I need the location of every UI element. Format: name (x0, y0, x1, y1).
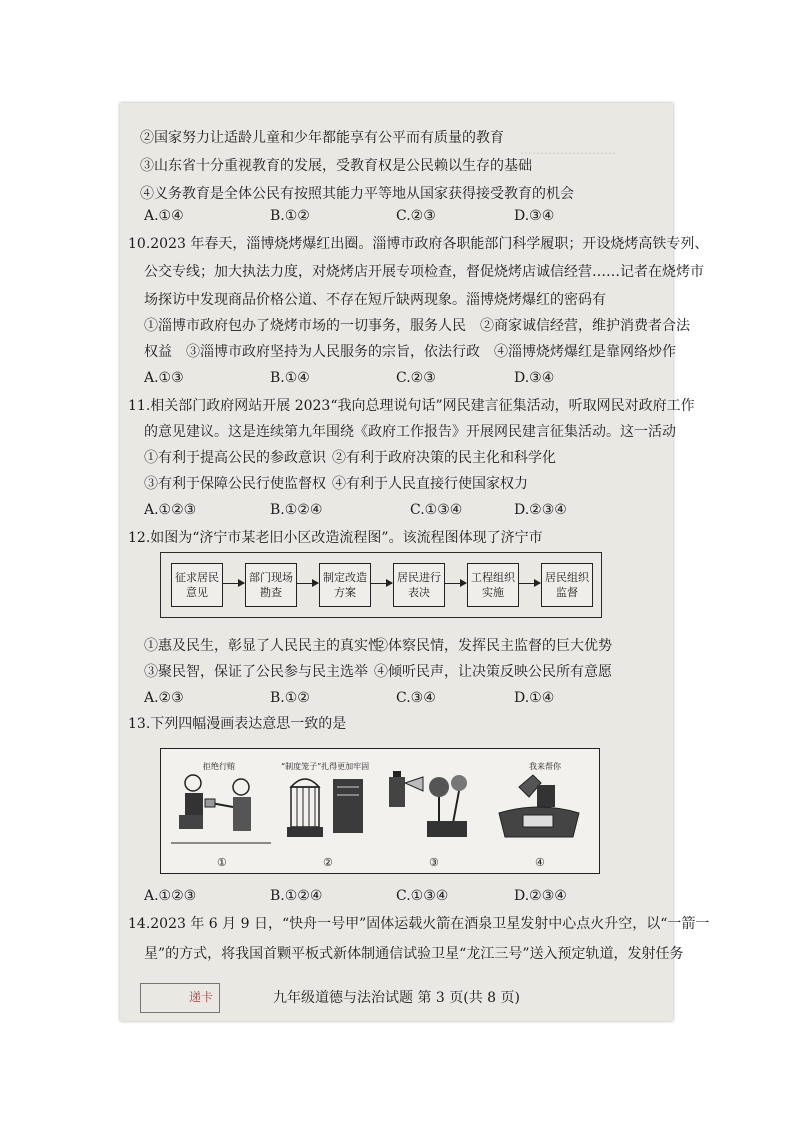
answer-choice: D.②③④ (514, 888, 567, 904)
bleed-through: …………………… (520, 143, 616, 157)
flow-arrow (445, 583, 466, 584)
question-text: 的意见建议。这是连续第九年围绕《政府工作报告》开展网民建言征集活动。这一活动 (144, 424, 676, 440)
question-14: 14.2023 年 6 月 9 日，“快舟一号甲”固体运载火箭在酒泉卫星发射中心点火升空，以“一箭一 (128, 916, 710, 932)
option-line: ①淄博市政府包办了烧烤市场的一切事务，服务人民 ②商家诚信经营，维护消费者合法 (144, 318, 690, 334)
answer-choice: C.②③ (396, 370, 436, 386)
question-10: 10.2023 年春天，淄博烧烤爆红出圈。淄博市政府各职能部门科学履职；开设烧烤高铁专列、 (128, 236, 709, 252)
option-line: ④有利于人民直接行使国家权力 (332, 476, 528, 492)
option-line: 权益 ③淄博市政府坚持为人民服务的宗旨，依法行政 ④淄博烧烤爆红是靠网络炒作 (144, 344, 676, 360)
option-line: ②有利于政府决策的民主化和科学化 (332, 450, 556, 466)
cartoon-1 (171, 757, 271, 869)
answer-choice: D.③④ (514, 208, 555, 224)
cartoon-number: ① (217, 856, 227, 869)
cartoon-number: ② (323, 856, 333, 869)
cartoon-caption: 我来帮你 (529, 762, 561, 771)
option-line: ①惠及民生，彰显了人民民主的真实性 (144, 638, 382, 654)
answer-choice: B.①④ (270, 370, 310, 386)
cartoon-panel (160, 748, 600, 874)
answer-choice: A.①②③ (144, 502, 197, 518)
answer-choice: D.①④ (514, 690, 555, 706)
cartoon-caption: “制度笼子”扎得更加牢固 (281, 762, 370, 771)
answer-choice: A.①③ (144, 370, 184, 386)
flow-arrow (223, 583, 244, 584)
answer-choice: C.②③ (396, 208, 436, 224)
question-13: 13.下列四幅漫画表达意思一致的是 (128, 716, 347, 732)
answer-choice: C.①③④ (410, 502, 463, 518)
option-line: ④倾听民声，让决策反映公民所有意愿 (374, 664, 612, 680)
option-line: ③山东省十分重视教育的发展，受教育权是公民赖以生存的基础 (140, 158, 532, 174)
answer-choice: A.①④ (144, 208, 184, 224)
option-line: ③聚民智，保证了公民参与民主选举 (144, 664, 368, 680)
question-12: 12.如图为“济宁市某老旧小区改造流程图”。该流程图体现了济宁市 (128, 530, 543, 546)
option-line: ②体察民情，发挥民主监督的巨大优势 (374, 638, 612, 654)
answer-choice: D.②③④ (514, 502, 567, 518)
cartoon-4 (489, 757, 589, 869)
flow-step: 征求居民意见 (171, 563, 223, 607)
answer-choice: B.①②④ (270, 502, 323, 518)
flow-arrow (297, 583, 318, 584)
question-text: 公交专线；加大执法力度，对烧烤店开展专项检查，督促烧烤店诚信经营……记者在烧烤市 (144, 264, 704, 280)
option-line: ③有利于保障公民行使监督权 (144, 476, 326, 492)
question-text: 场探访中发现商品价格公道、不存在短斤缺两现象。淄博烧烤爆红的密码有 (144, 292, 606, 308)
flow-step: 部门现场勘查 (245, 563, 297, 607)
question-text: 星”的方式，将我国首颗平板式新体制通信试验卫星“龙江三号”送入预定轨道，发射任务 (144, 946, 684, 962)
question-11: 11.相关部门政府网站开展 2023“我向总理说句话”网民建言征集活动，听取网民对政府工作 (128, 398, 695, 414)
cartoon-number: ④ (535, 856, 545, 869)
spray-and-flowers-icon (383, 757, 483, 853)
cartoon-number: ③ (429, 856, 439, 869)
flow-step: 工程组织实施 (467, 563, 519, 607)
cartoon-caption: 拒绝行贿 (203, 762, 235, 771)
flow-arrow (371, 583, 392, 584)
option-line: ①有利于提高公民的参政意识 (144, 450, 326, 466)
flow-step: 居民进行表决 (393, 563, 445, 607)
answer-choice: C.③④ (396, 690, 436, 706)
answer-choice: B.①② (270, 208, 310, 224)
flow-step: 制定改造方案 (319, 563, 371, 607)
option-line: ④义务教育是全体公民有按照其能力平等地从国家获得接受教育的机会 (140, 186, 574, 202)
renovation-flowchart (160, 552, 602, 618)
answer-choice: B.①②④ (270, 888, 323, 904)
page-footer: 九年级道德与法治试题 第 3 页(共 8 页) (273, 990, 520, 1006)
answer-choice: B.①② (270, 690, 310, 706)
flow-step: 居民组织监督 (541, 563, 593, 607)
answer-choice: A.②③ (144, 690, 184, 706)
stamp-text: 递卡 (188, 990, 213, 1004)
answer-choice: D.③④ (514, 370, 555, 386)
flow-arrow (519, 583, 540, 584)
option-line: ②国家努力让适龄儿童和少年都能享有公平而有质量的教育 (140, 130, 504, 146)
answer-choice: C.①③④ (396, 888, 449, 904)
cartoon-3 (383, 757, 483, 869)
cartoon-2 (277, 757, 377, 869)
answer-choice: A.①②③ (144, 888, 197, 904)
